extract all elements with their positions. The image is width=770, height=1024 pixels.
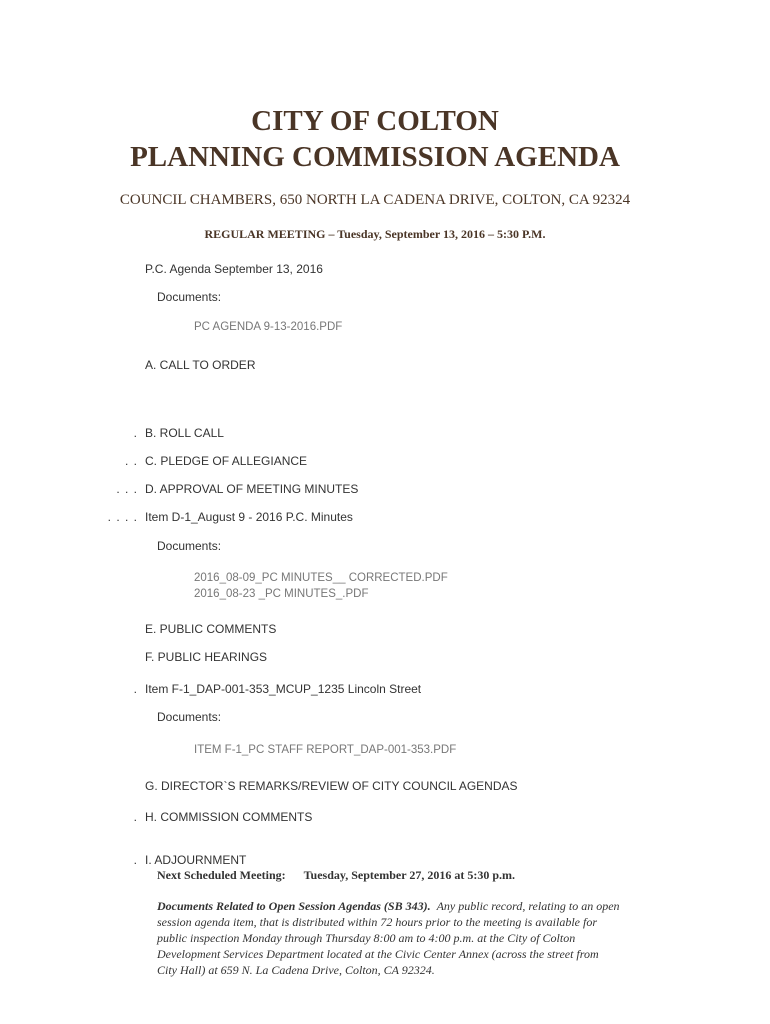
item-d1-heading: Item D-1_August 9 - 2016 P.C. Minutes: [145, 510, 353, 524]
outline-dots: . . .: [116, 482, 138, 496]
outline-dots: .: [133, 853, 138, 867]
notice-heading: Documents Related to Open Session Agendas (SB 343).: [157, 899, 431, 913]
documents-label: Documents:: [157, 710, 222, 724]
commission-comments: H. COMMISSION COMMENTS: [145, 810, 313, 824]
item-f1-heading: Item F-1_DAP-001-353_MCUP_1235 Lincoln Street: [145, 682, 422, 696]
meeting-location: COUNCIL CHAMBERS, 650 NORTH LA CADENA DRIVE, COLTON, CA 92324: [119, 192, 631, 208]
page-title-line-1: CITY OF COLTON: [251, 105, 499, 137]
notice-text-line: session agenda item, that is distributed within 72 hours prior to the meeting is available for: [157, 915, 597, 929]
next-meeting-date: Tuesday, September 27, 2016 at 5:30 p.m.: [303, 868, 516, 882]
pc-agenda-heading: P.C. Agenda September 13, 2016: [145, 262, 323, 276]
public-comments: E. PUBLIC COMMENTS: [145, 622, 277, 636]
notice-text-line: Development Services Department located at the Civic Center Annex (across the street from: [157, 947, 599, 961]
outline-dots: .: [133, 810, 138, 824]
minutes-08-23-pdf-link[interactable]: 2016_08-23 _PC MINUTES_.PDF: [194, 588, 369, 600]
minutes-08-09-pdf-link[interactable]: 2016_08-09_PC MINUTES__ CORRECTED.PDF: [194, 572, 448, 584]
notice-text-line: City Hall) at 659 N. La Cadena Drive, Colton, CA 92324.: [157, 963, 435, 977]
documents-label: Documents:: [157, 539, 222, 553]
notice-text-line: Any public record, relating to an open: [436, 899, 620, 913]
roll-call: B. ROLL CALL: [145, 426, 224, 440]
directors-remarks: G. DIRECTOR`S REMARKS/REVIEW OF CITY COUNCIL AGENDAS: [145, 779, 518, 793]
documents-label: Documents:: [157, 290, 222, 304]
outline-dots: . .: [124, 454, 138, 468]
notice-text-line: public inspection Monday through Thursday 8:00 am to 4:00 p.m. at the City of Colton: [157, 931, 576, 945]
approval-of-minutes: D. APPROVAL OF MEETING MINUTES: [145, 482, 359, 496]
pledge-of-allegiance: C. PLEDGE OF ALLEGIANCE: [145, 454, 308, 468]
next-scheduled-meeting: [157, 868, 515, 883]
meeting-date-time: REGULAR MEETING – Tuesday, September 13, 2016 – 5:30 P.M.: [204, 227, 546, 241]
outline-dots: .: [133, 682, 138, 696]
public-hearings: F. PUBLIC HEARINGS: [145, 650, 268, 664]
pc-agenda-pdf-link[interactable]: PC AGENDA 9-13-2016.PDF: [194, 321, 343, 333]
next-meeting-label: Next Scheduled Meeting:: [157, 868, 286, 882]
call-to-order: A. CALL TO ORDER: [145, 358, 256, 372]
outline-dots: .: [133, 426, 138, 440]
adjournment: I. ADJOURNMENT: [145, 853, 247, 867]
sb343-notice: [157, 898, 657, 978]
outline-dots: . . . .: [107, 510, 138, 524]
page-title-line-2: PLANNING COMMISSION AGENDA: [130, 141, 620, 173]
item-f1-staff-report-pdf-link[interactable]: ITEM F-1_PC STAFF REPORT_DAP-001-353.PDF: [194, 744, 457, 756]
